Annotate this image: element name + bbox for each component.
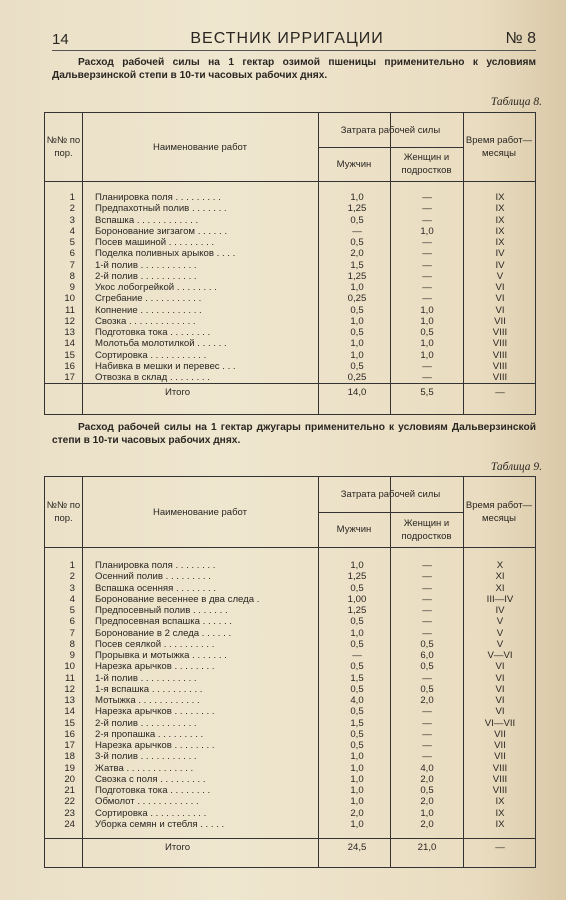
women-value: 1,0 bbox=[420, 315, 434, 327]
women-value: — bbox=[422, 282, 432, 293]
work-name: Набивка в мешки и перевес . . . bbox=[95, 360, 236, 372]
table8-label: Таблица 8. bbox=[490, 96, 542, 108]
men-value: 1,5 bbox=[350, 672, 364, 684]
row-number: 21 bbox=[64, 785, 75, 796]
work-name: Предпосевный полив . . . . . . . bbox=[95, 605, 228, 616]
row-number: 10 bbox=[64, 661, 75, 673]
table-row bbox=[45, 226, 535, 237]
month-value: VI bbox=[495, 293, 505, 305]
table8 bbox=[44, 112, 536, 415]
men-value: 0,5 bbox=[350, 214, 364, 226]
work-name: Нарезка арычков . . . . . . . . bbox=[95, 661, 215, 673]
table-row bbox=[45, 639, 535, 650]
women-value: — bbox=[422, 627, 432, 639]
table-row bbox=[45, 684, 535, 695]
month-value: VIII bbox=[492, 762, 508, 774]
work-name: Обмолот . . . . . . . . . . . . bbox=[95, 796, 199, 808]
table-row bbox=[45, 203, 535, 214]
total-men: 14,0 bbox=[347, 387, 367, 398]
work-name: 1-й полив . . . . . . . . . . . bbox=[95, 259, 197, 271]
month-value: VII bbox=[494, 315, 506, 327]
men-value: 1,0 bbox=[350, 762, 364, 774]
work-name: 2-й полив . . . . . . . . . . . bbox=[95, 717, 197, 729]
men-value: 1,25 bbox=[347, 605, 367, 616]
men-value: 0,5 bbox=[350, 661, 364, 673]
women-value: — bbox=[422, 740, 432, 751]
work-name: Боронование зигзагом . . . . . . bbox=[95, 225, 228, 237]
row-number: 9 bbox=[69, 282, 75, 293]
men-value: 0,5 bbox=[350, 706, 364, 718]
month-value: VI bbox=[495, 661, 505, 673]
women-value: — bbox=[422, 560, 432, 571]
table-row bbox=[45, 616, 535, 627]
table-row bbox=[45, 293, 535, 304]
women-value: 1,0 bbox=[420, 304, 434, 316]
table-row bbox=[45, 594, 535, 605]
work-name: 1-й полив . . . . . . . . . . . bbox=[95, 672, 197, 684]
row-number: 22 bbox=[64, 796, 75, 808]
month-value: VIII bbox=[492, 785, 508, 796]
row-number: 15 bbox=[64, 349, 75, 361]
row-number: 1 bbox=[69, 192, 75, 203]
row-number: 10 bbox=[64, 293, 75, 305]
table9-header bbox=[45, 477, 535, 548]
month-value: X bbox=[496, 560, 504, 571]
table-row bbox=[45, 248, 535, 259]
table-row bbox=[45, 316, 535, 327]
women-value: 1,0 bbox=[420, 807, 434, 819]
month-value: VI—VII bbox=[484, 717, 516, 729]
table-row bbox=[45, 327, 535, 338]
table-row bbox=[45, 305, 535, 316]
men-value: 1,0 bbox=[350, 796, 364, 808]
women-value: 0,5 bbox=[420, 327, 434, 338]
table-row bbox=[45, 372, 535, 383]
work-name: 3-й полив . . . . . . . . . . . bbox=[95, 751, 197, 763]
work-name: Посев сеялкой . . . . . . . . . . bbox=[95, 638, 215, 650]
row-number: 16 bbox=[64, 728, 75, 740]
men-value: 0,25 bbox=[347, 293, 367, 305]
men-value: — bbox=[352, 225, 362, 237]
table-row bbox=[45, 361, 535, 372]
month-value: VIII bbox=[492, 773, 508, 785]
month-value: III—IV bbox=[486, 593, 514, 605]
men-value: 2,0 bbox=[350, 807, 364, 819]
row-number: 24 bbox=[64, 818, 75, 830]
month-value: IV bbox=[495, 605, 505, 616]
work-name: Нарезка арычков . . . . . . . . bbox=[95, 740, 215, 751]
women-value: 1,0 bbox=[420, 349, 434, 361]
total-month: — bbox=[495, 842, 505, 853]
work-name: Отвозка в склад . . . . . . . . bbox=[95, 372, 210, 383]
men-value: 0,5 bbox=[350, 327, 364, 338]
men-value: 0,25 bbox=[347, 372, 367, 383]
month-value: VIII bbox=[492, 372, 508, 383]
total-label: Итого bbox=[165, 387, 191, 398]
men-value: 1,0 bbox=[350, 627, 364, 639]
women-value: 2,0 bbox=[420, 695, 434, 706]
table-row bbox=[45, 282, 535, 293]
total-month: — bbox=[495, 387, 505, 398]
women-value: 6,0 bbox=[420, 650, 434, 661]
women-value: 0,5 bbox=[420, 785, 434, 796]
month-value: VIII bbox=[492, 349, 508, 361]
work-name: Свозка . . . . . . . . . . . . . bbox=[95, 315, 196, 327]
women-value: 0,5 bbox=[420, 661, 434, 673]
row-number: 7 bbox=[69, 627, 75, 639]
women-value: 0,5 bbox=[420, 683, 434, 695]
table-row bbox=[45, 785, 535, 796]
men-value: 1,0 bbox=[350, 818, 364, 830]
women-value: 1,0 bbox=[420, 338, 434, 350]
table-row bbox=[45, 695, 535, 706]
col-men-header: Мужчин bbox=[336, 158, 372, 170]
women-value: 0,5 bbox=[420, 638, 434, 650]
row-number: 13 bbox=[64, 327, 75, 338]
table-row bbox=[45, 271, 535, 282]
month-value: VIII bbox=[492, 360, 508, 372]
men-value: 1,0 bbox=[350, 349, 364, 361]
women-value: — bbox=[422, 571, 432, 583]
table-row bbox=[45, 751, 535, 762]
row-number: 23 bbox=[64, 807, 75, 819]
col-work-header: Наименование работ bbox=[153, 141, 247, 153]
row-number: 15 bbox=[64, 717, 75, 729]
men-value: 4,0 bbox=[350, 695, 364, 706]
month-value: IX bbox=[495, 796, 505, 808]
col-num-header: №№ по пор. bbox=[46, 135, 81, 159]
row-number: 3 bbox=[69, 582, 75, 594]
work-name: Сгребание . . . . . . . . . . . bbox=[95, 293, 202, 305]
men-value: 1,00 bbox=[347, 593, 367, 605]
month-value: V—VI bbox=[487, 650, 513, 661]
month-value: VII bbox=[494, 728, 506, 740]
work-name: Нарезка арычков . . . . . . . . bbox=[95, 706, 215, 718]
month-value: IX bbox=[495, 225, 505, 237]
col-num-header: №№ по пор. bbox=[46, 500, 81, 524]
men-value: 1,0 bbox=[350, 773, 364, 785]
work-name: 1-я вспашка . . . . . . . . . . bbox=[95, 683, 203, 695]
work-name: Осенний полив . . . . . . . . . bbox=[95, 571, 211, 583]
row-number: 13 bbox=[64, 695, 75, 706]
work-name: Предпосевная вспашка . . . . . . bbox=[95, 616, 232, 628]
men-value: 0,5 bbox=[350, 728, 364, 740]
row-number: 11 bbox=[65, 672, 75, 684]
month-value: V bbox=[496, 627, 504, 639]
work-name: Прорывка и мотыжка . . . . . . . bbox=[95, 650, 227, 661]
month-value: V bbox=[496, 270, 504, 282]
month-value: IX bbox=[495, 818, 505, 830]
table8-caption: Расход рабочей силы на 1 гектар озимой пшеницы применительно к условиям Дальверзинской степи в 10-ти часовых рабочих днях. bbox=[52, 57, 536, 81]
work-name: Предпахотный полив . . . . . . . bbox=[95, 203, 227, 215]
work-name: Молотьба молотилкой . . . . . . bbox=[95, 338, 227, 350]
women-value: — bbox=[422, 582, 432, 594]
women-value: 2,0 bbox=[420, 796, 434, 808]
men-value: 1,5 bbox=[350, 717, 364, 729]
work-name: Сортировка . . . . . . . . . . . bbox=[95, 349, 207, 361]
month-value: XI bbox=[495, 582, 505, 594]
row-number: 17 bbox=[64, 372, 75, 383]
row-number: 12 bbox=[64, 315, 75, 327]
men-value: 0,5 bbox=[350, 582, 364, 594]
men-value: 0,5 bbox=[350, 740, 364, 751]
work-name: Вспашка . . . . . . . . . . . . bbox=[95, 214, 199, 226]
row-number: 18 bbox=[64, 751, 75, 763]
row-number: 8 bbox=[69, 638, 75, 650]
page-header bbox=[52, 22, 536, 51]
month-value: IV bbox=[495, 248, 505, 260]
month-value: VII bbox=[494, 740, 506, 751]
work-name: Сортировка . . . . . . . . . . . bbox=[95, 807, 207, 819]
page-number: 14 bbox=[52, 31, 69, 48]
women-value: — bbox=[422, 605, 432, 616]
month-value: VI bbox=[495, 695, 505, 706]
total-men: 24,5 bbox=[347, 842, 367, 853]
row-number: 4 bbox=[69, 225, 75, 237]
men-value: 1,0 bbox=[350, 315, 364, 327]
row-number: 9 bbox=[69, 650, 75, 661]
row-number: 12 bbox=[64, 683, 75, 695]
table-row bbox=[45, 729, 535, 740]
women-value: 2,0 bbox=[420, 773, 434, 785]
women-value: 1,0 bbox=[420, 225, 434, 237]
month-value: VI bbox=[495, 683, 505, 695]
table-row bbox=[45, 560, 535, 571]
men-value: 1,25 bbox=[347, 270, 367, 282]
women-value: — bbox=[422, 192, 432, 203]
month-value: IV bbox=[495, 259, 505, 271]
table-row bbox=[45, 628, 535, 639]
men-value: 0,5 bbox=[350, 638, 364, 650]
table-row bbox=[45, 796, 535, 807]
row-number: 5 bbox=[69, 237, 75, 248]
row-number: 17 bbox=[64, 740, 75, 751]
work-name: Планировка поля . . . . . . . . . bbox=[95, 192, 221, 203]
women-value: — bbox=[422, 203, 432, 215]
men-value: 1,0 bbox=[350, 751, 364, 763]
table-row bbox=[45, 350, 535, 361]
table9-label: Таблица 9. bbox=[490, 461, 542, 473]
table8-total-row bbox=[45, 383, 535, 414]
work-name: Свозка с поля . . . . . . . . . bbox=[95, 773, 206, 785]
work-name: Уборка семян и стебля . . . . . bbox=[95, 818, 225, 830]
row-number: 6 bbox=[69, 248, 75, 260]
col-women-header: Женщин и подростков bbox=[401, 517, 452, 542]
col-men-header: Мужчин bbox=[336, 524, 372, 535]
row-number: 3 bbox=[69, 214, 75, 226]
col-time-header: Время работ—месяцы bbox=[465, 135, 533, 159]
row-number: 14 bbox=[64, 338, 75, 350]
work-name: Планировка поля . . . . . . . . bbox=[95, 560, 216, 571]
col-women-header: Женщин и подростков bbox=[401, 152, 452, 176]
women-value: — bbox=[422, 270, 432, 282]
col-work-header: Наименование работ bbox=[153, 506, 247, 518]
month-value: VI bbox=[495, 304, 505, 316]
issue-number: № 8 bbox=[505, 30, 536, 47]
work-name: 2-й полив . . . . . . . . . . . bbox=[95, 270, 197, 282]
month-value: IX bbox=[495, 214, 505, 226]
work-name: Укос лобогрейкой . . . . . . . . bbox=[95, 282, 217, 293]
month-value: VI bbox=[495, 672, 505, 684]
men-value: 1,25 bbox=[347, 571, 367, 583]
men-value: 0,5 bbox=[350, 237, 364, 248]
women-value: — bbox=[422, 717, 432, 729]
table-row bbox=[45, 571, 535, 582]
women-value: — bbox=[422, 728, 432, 740]
work-name: Подготовка тока . . . . . . . . bbox=[95, 327, 211, 338]
table-row bbox=[45, 192, 535, 203]
row-number: 19 bbox=[64, 762, 75, 774]
men-value: 0,5 bbox=[350, 304, 364, 316]
men-value: 1,0 bbox=[350, 338, 364, 350]
women-value: — bbox=[422, 248, 432, 260]
table-row bbox=[45, 706, 535, 717]
table8-body bbox=[45, 182, 535, 383]
work-name: Подготовка тока . . . . . . . . bbox=[95, 785, 211, 796]
women-value: — bbox=[422, 593, 432, 605]
row-number: 14 bbox=[64, 706, 75, 718]
work-name: Посев машиной . . . . . . . . . bbox=[95, 237, 215, 248]
table-row bbox=[45, 650, 535, 661]
men-value: — bbox=[352, 650, 362, 661]
table-row bbox=[45, 673, 535, 684]
work-name: 2-я пропашка . . . . . . . . . bbox=[95, 728, 204, 740]
month-value: V bbox=[496, 616, 504, 628]
men-value: 2,0 bbox=[350, 248, 364, 260]
table9-body bbox=[45, 548, 535, 830]
men-value: 1,5 bbox=[350, 259, 364, 271]
work-name: Поделка поливных арыков . . . . bbox=[95, 248, 236, 260]
table-row bbox=[45, 774, 535, 785]
men-value: 0,5 bbox=[350, 360, 364, 372]
women-value: — bbox=[422, 672, 432, 684]
table-row bbox=[45, 819, 535, 830]
row-number: 5 bbox=[69, 605, 75, 616]
row-number: 7 bbox=[69, 259, 75, 271]
work-name: Вспашка осенняя . . . . . . . . bbox=[95, 582, 216, 594]
women-value: — bbox=[422, 706, 432, 718]
table8-header bbox=[45, 113, 535, 182]
row-number: 8 bbox=[69, 270, 75, 282]
table-row bbox=[45, 338, 535, 349]
col-labor-header: Затрата рабочей силы bbox=[340, 489, 441, 500]
month-value: IX bbox=[495, 203, 505, 215]
journal-title: ВЕСТНИК ИРРИГАЦИИ bbox=[190, 30, 384, 47]
women-value: — bbox=[422, 372, 432, 383]
month-value: VIII bbox=[492, 327, 508, 338]
women-value: — bbox=[422, 293, 432, 305]
table-row bbox=[45, 661, 535, 672]
men-value: 0,5 bbox=[350, 683, 364, 695]
work-name: Мотыжка . . . . . . . . . . . . bbox=[95, 695, 200, 706]
row-number: 20 bbox=[64, 773, 75, 785]
table-row bbox=[45, 583, 535, 594]
month-value: IX bbox=[495, 807, 505, 819]
month-value: IX bbox=[495, 192, 505, 203]
women-value: — bbox=[422, 214, 432, 226]
table-row bbox=[45, 763, 535, 774]
row-number: 1 bbox=[69, 560, 75, 571]
women-value: 4,0 bbox=[420, 762, 434, 774]
row-number: 4 bbox=[69, 593, 75, 605]
work-name: Боронование в 2 следа . . . . . . bbox=[95, 627, 232, 639]
month-value: VIII bbox=[492, 338, 508, 350]
row-number: 11 bbox=[65, 304, 75, 316]
men-value: 0,5 bbox=[350, 616, 364, 628]
total-label: Итого bbox=[165, 842, 191, 853]
table-row bbox=[45, 740, 535, 751]
row-number: 6 bbox=[69, 616, 75, 628]
month-value: VI bbox=[495, 282, 505, 293]
table9 bbox=[44, 476, 536, 868]
month-value: VI bbox=[495, 706, 505, 718]
women-value: — bbox=[422, 237, 432, 248]
total-women: 21,0 bbox=[417, 842, 437, 853]
work-name: Копнение . . . . . . . . . . . . bbox=[95, 304, 202, 316]
men-value: 1,0 bbox=[350, 192, 364, 203]
row-number: 2 bbox=[69, 571, 75, 583]
table-row bbox=[45, 237, 535, 248]
women-value: — bbox=[422, 360, 432, 372]
work-name: Боронование весеннее в два следа . bbox=[95, 593, 260, 605]
col-labor-header: Затрата рабочей силы bbox=[340, 124, 441, 136]
row-number: 16 bbox=[64, 360, 75, 372]
men-value: 1,25 bbox=[347, 203, 367, 215]
women-value: — bbox=[422, 751, 432, 763]
month-value: V bbox=[496, 638, 504, 650]
month-value: VII bbox=[494, 751, 506, 763]
table-row bbox=[45, 718, 535, 729]
men-value: 1,0 bbox=[350, 282, 364, 293]
row-number: 2 bbox=[69, 203, 75, 215]
table9-total-row bbox=[45, 838, 535, 867]
work-name: Жатва . . . . . . . . . . . . . bbox=[95, 762, 194, 774]
women-value: 2,0 bbox=[420, 818, 434, 830]
table-row bbox=[45, 808, 535, 819]
men-value: 1,0 bbox=[350, 785, 364, 796]
women-value: — bbox=[422, 616, 432, 628]
total-women: 5,5 bbox=[420, 387, 434, 398]
table-row bbox=[45, 215, 535, 226]
col-time-header: Время работ—месяцы bbox=[465, 500, 533, 524]
table9-caption: Расход рабочей силы на 1 гектар джугары применительно к условиям Дальверзинской степи в 10-ти часовых рабочих днях. bbox=[52, 422, 536, 446]
table-row bbox=[45, 260, 535, 271]
month-value: XI bbox=[495, 571, 505, 583]
table-row bbox=[45, 605, 535, 616]
men-value: 1,0 bbox=[350, 560, 364, 571]
women-value: — bbox=[422, 259, 432, 271]
month-value: IX bbox=[495, 237, 505, 248]
